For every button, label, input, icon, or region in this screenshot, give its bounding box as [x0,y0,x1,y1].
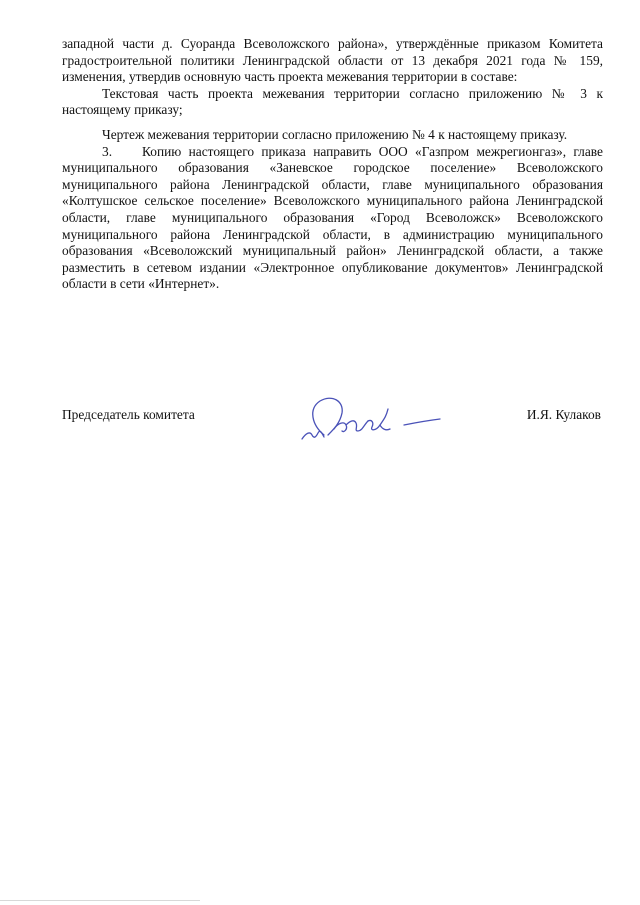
document-body [62,36,603,293]
signer-name: И.Я. Кулаков [526,407,601,422]
signature-block [62,395,603,455]
item-3-text: Копию настоящего приказа направить ООО «Газпром межрегионгаз», главе муниципального образования «Заневское городское поселение» Всеволожского муниципального района Ленинградской области, главе муниципального образования «Колтушское сельское поселение» Всеволожского муниципального района Ленинградской области, главе муниципального образования «Город Всеволожск» Всеволожского муниципального района Ленинградской области, в администрацию муниципального образования «Всеволожский муниципальный район» Ленинградской области, а также разместить в сетевом издании «Электронное опубликование документов» Ленинградской области в сети «Интернет». [62,143,603,292]
paragraph-continuation: западной части д. Суоранда Всеволожского района», утверждённые приказом Комитета градостроительной политики Ленинградской области от 13 декабря 2021 года № 159, изменения, утвердив основную часть проекта межевания территории в составе: [62,36,603,85]
handwritten-signature [294,395,454,451]
item-number: 3. [102,143,113,159]
scan-edge-line [0,900,200,901]
paragraph-drawing: Чертеж межевания территории согласно приложению № 4 к настоящему приказу. [102,126,568,142]
paragraph-item-3 [62,144,603,293]
signer-position: Председатель комитета [62,407,195,422]
paragraph-text-part: Текстовая часть проекта межевания территории согласно приложению № 3 к настоящему приказу; [62,85,603,118]
